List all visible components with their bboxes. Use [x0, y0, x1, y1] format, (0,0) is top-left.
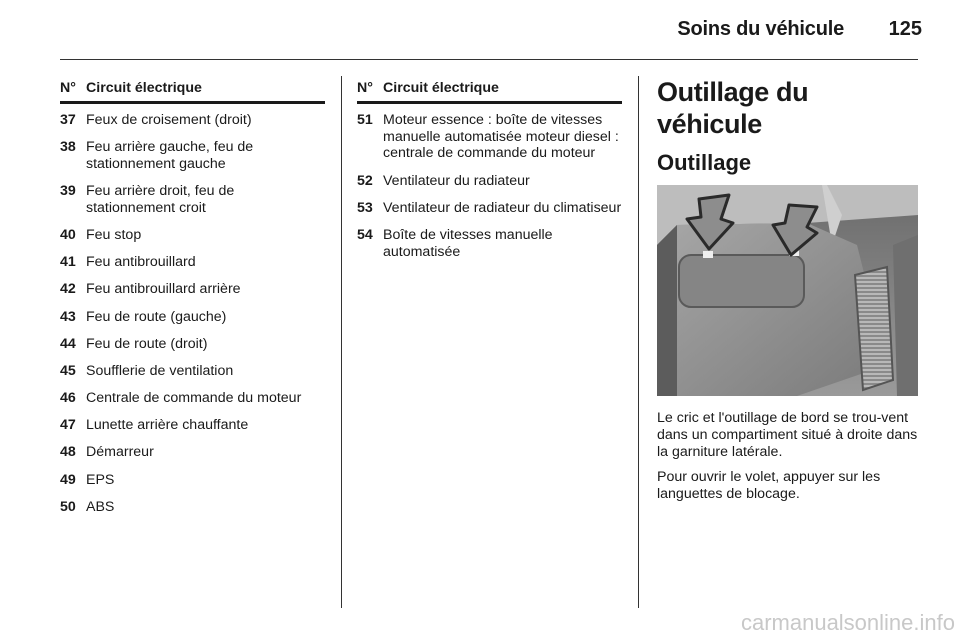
circuit-description: Feu arrière gauche, feu de stationnement gauche: [86, 138, 254, 172]
tools-paragraph: Pour ouvrir le volet, appuyer sur les languettes de blocage.: [657, 469, 881, 502]
section-subheading: Outillage: [657, 150, 752, 175]
circuit-description: Lunette arrière chauffante: [86, 417, 249, 434]
column-header-circuit: Circuit électrique: [86, 80, 202, 96]
circuit-description: Feu arrière droit, feu de stationnement croit: [86, 182, 235, 216]
circuit-description: Ventilateur du radiateur: [383, 172, 530, 189]
table-row: [60, 472, 325, 489]
circuit-description: Ventilateur de radiateur du climatiseur: [383, 199, 622, 216]
watermark: carmanualsonline.info: [740, 610, 955, 635]
fuse-number: 43: [60, 308, 76, 325]
fuse-table-left: [60, 80, 325, 526]
circuit-description: Feu de route (gauche): [86, 308, 227, 325]
table-header: [60, 80, 325, 104]
fuse-number: 38: [60, 138, 76, 155]
circuit-description: ABS: [86, 498, 115, 515]
trunk-compartment-photo: [657, 185, 918, 396]
table-row: [60, 336, 325, 353]
fuse-number: 40: [60, 226, 76, 243]
table-row: [60, 254, 325, 271]
circuit-description: Centrale de commande du moteur: [86, 390, 302, 407]
circuit-description: Feu de route (droit): [86, 335, 208, 352]
circuit-description: Moteur essence : boîte de vitesses manuelle automatisée moteur diesel : centrale de commande du moteur: [383, 111, 619, 162]
table-row: [357, 112, 622, 162]
fuse-number: 41: [60, 254, 76, 271]
header-divider: [60, 59, 918, 60]
tools-paragraph: Le cric et l'outillage de bord se trou-vent dans un compartiment situé à droite dans la garniture latérale.: [657, 410, 918, 460]
table-row: [60, 444, 325, 461]
column-header-number: N°: [357, 80, 373, 96]
fuse-number: 46: [60, 390, 76, 407]
fuse-number: 37: [60, 111, 76, 128]
circuit-description: Soufflerie de ventilation: [86, 362, 234, 379]
column-header-number: N°: [60, 80, 76, 96]
table-row: [60, 499, 325, 516]
table-row: [60, 139, 325, 173]
section-heading: Outillage du véhicule: [657, 77, 809, 139]
fuse-number: 39: [60, 182, 76, 199]
circuit-description: Boîte de vitesses manuelle automatisée: [383, 226, 553, 260]
table-body: [357, 112, 622, 261]
table-row: [60, 390, 325, 407]
fuse-number: 54: [357, 226, 373, 243]
fuse-number: 51: [357, 111, 373, 128]
fuse-number: 45: [60, 362, 76, 379]
fuse-number: 50: [60, 498, 76, 515]
fuse-number: 53: [357, 199, 373, 216]
circuit-description: Démarreur: [86, 444, 154, 461]
circuit-description: Feu antibrouillard: [86, 254, 196, 271]
table-row: [357, 173, 622, 190]
fuse-number: 44: [60, 335, 76, 352]
circuit-description: EPS: [86, 471, 115, 488]
page-number: 125: [888, 18, 922, 40]
table-row: [60, 281, 325, 298]
fuse-table-right: [357, 80, 622, 271]
column-header-circuit: Circuit électrique: [383, 80, 499, 96]
fuse-number: 47: [60, 417, 76, 434]
table-row: [60, 417, 325, 434]
table-header: [357, 80, 622, 104]
column-divider-right: [638, 76, 639, 608]
table-row: [357, 200, 622, 217]
column-divider-left: [341, 76, 342, 608]
circuit-description: Feu stop: [86, 226, 142, 243]
section-title: Soins du véhicule: [677, 18, 844, 40]
fuse-number: 42: [60, 281, 76, 298]
table-row: [60, 183, 325, 217]
table-body: [60, 112, 325, 516]
table-row: [60, 309, 325, 326]
circuit-description: Feux de croisement (droit): [86, 111, 252, 128]
fuse-number: 49: [60, 471, 76, 488]
table-row: [60, 227, 325, 244]
table-row: [60, 363, 325, 380]
table-row: [60, 112, 325, 129]
circuit-description: Feu antibrouillard arrière: [86, 281, 241, 298]
table-row: [357, 227, 622, 261]
fuse-number: 52: [357, 172, 373, 189]
fuse-number: 48: [60, 444, 76, 461]
